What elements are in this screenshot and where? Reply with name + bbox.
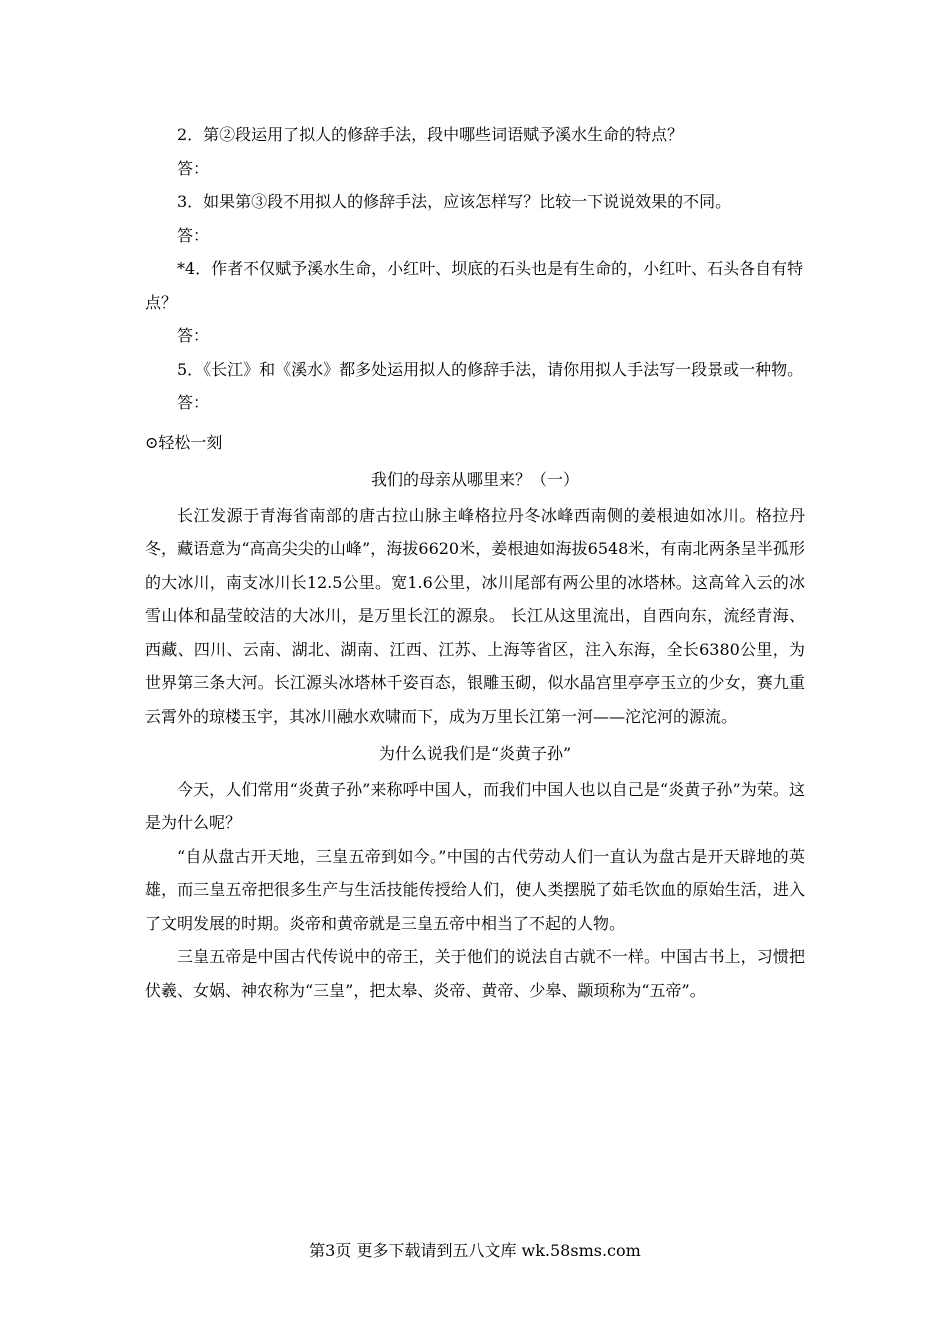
- article-1-paragraph: 长江发源于青海省南部的唐古拉山脉主峰格拉丹冬冰峰西南侧的姜根迪如冰川。格拉丹冬，藏语意为“高高尖尖的山峰”，海拔6620米，姜根迪如海拔6548米，有南北两条呈半孤形的大冰川，南支冰川长12.5公里。宽1.6公里，冰川尾部有两公里的冰塔林。这高耸入云的冰雪山体和晶莹皎洁的大冰川，是万里长江的源泉。 长江从这里流出，自西向东，流经青海、西藏、四川、云南、湖北、湖南、江西、江苏、上海等省区，注入东海，全长6380公里，为世界第三条大河。长江源头冰塔林千姿百态，银雕玉砌，似水晶宫里亭亭玉立的少女，赛九重云霄外的琼楼玉宇，其冰川融水欢啸而下，成为万里长江第一河——沱沱河的源流。: [145, 505, 805, 726]
- question-4: *4．作者不仅赋予溪水生命，小红叶、坝底的石头也是有生命的，小红叶、石头各自有特点？: [145, 259, 804, 312]
- page-footer: 第3页 更多下载请到五八文库 wk.58sms.com: [309, 1241, 641, 1260]
- answer-label: 答：: [177, 158, 210, 178]
- question-3: 3．如果第③段不用拟人的修辞手法，应该怎样写？比较一下说说效果的不同。: [177, 192, 732, 211]
- article-2-paragraph: 三皇五帝是中国古代传说中的帝王，关于他们的说法自古就不一样。中国古书上，习惯把伏羲、女娲、神农称为“三皇”，把太皋、炎帝、黄帝、少皋、颛顼称为“五帝”。: [145, 947, 805, 1000]
- answer-label: 答：: [177, 393, 210, 412]
- section-label: ⊙轻松一刻: [145, 432, 223, 452]
- article-2-paragraph: 今天，人们常用“炎黄子孙”来称呼中国人，而我们中国人也以自己是“炎黄子孙”为荣。这是为什么呢？: [145, 779, 805, 832]
- answer-label: 答：: [177, 326, 210, 345]
- article-1-title: 我们的母亲从哪里来？（一）: [370, 470, 579, 489]
- question-2: 2．第②段运用了拟人的修辞手法，段中哪些词语赋予溪水生命的特点？: [177, 125, 684, 144]
- question-5: 5．《长江》和《溪水》都多处运用拟人的修辞手法，请你用拟人手法写一段景或一种物。: [177, 359, 804, 379]
- article-2-title: 为什么说我们是“炎黄子孙”: [378, 744, 572, 763]
- article-2-paragraph: “自从盘古开天地，三皇五帝到如今。”中国的古代劳动人们一直认为盘古是开天辟地的英雄，而三皇五帝把很多生产与生活技能传授给人们，使人类摆脱了茹毛饮血的原始生活，进入了文明发展的时期。炎帝和黄帝就是三皇五帝中相当了不起的人物。: [145, 846, 805, 933]
- answer-label: 答：: [177, 225, 210, 245]
- document-page: [145, 118, 805, 1007]
